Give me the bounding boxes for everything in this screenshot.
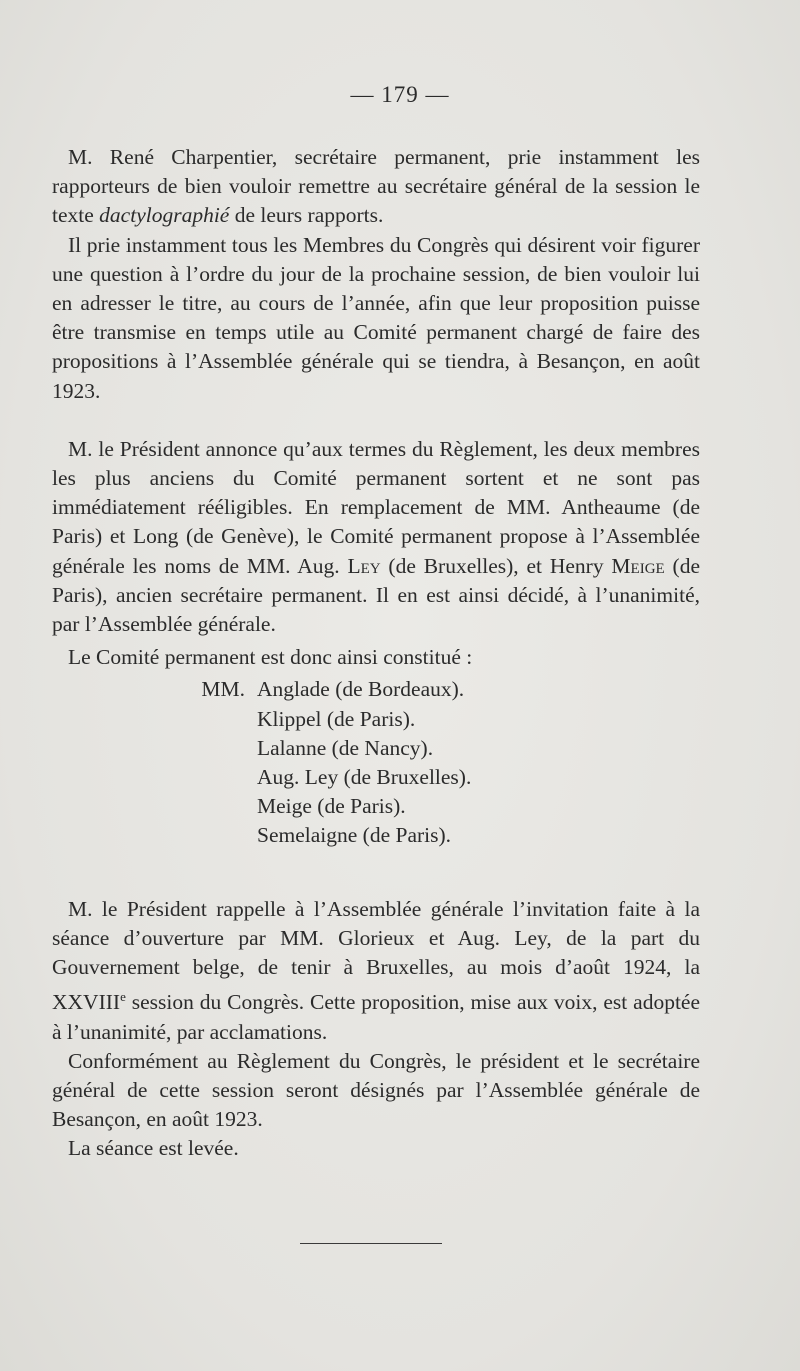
- committee-list: [52, 675, 700, 850]
- member-name: Semelaigne (de Paris).: [257, 823, 452, 848]
- p5-text-b: session du Congrès. Cette proposition, mise aux voix, est adoptée à l’unanimité, par acclamations.: [52, 990, 700, 1044]
- member-name: Klippel (de Paris).: [257, 706, 416, 731]
- body-text: [52, 143, 700, 1164]
- paragraph-membres: Il prie instamment tous les Membres du Congrès qui désirent voir figurer une question à l’ordre du jour de la prochaine session, de bien vouloir lui en adresser le titre, au cours de l’année, afin que leur proposition puisse être transmise en temps utile au Comité permanent chargé de faire des propositions à l’Assemblée générale qui se tiendra, à Besançon, en août 1923.: [52, 232, 700, 403]
- p3-text-a: M. le Président annonce qu’aux termes du Règlement, les deux membres les plus anciens du Comité permanent sortent et ne sont pas immédiatement rééligibles. En remplacement de MM. Antheaume (de Paris) et Long (de Genève), le Comité permanent propose à l’Assemblée générale les noms de MM. Aug.: [52, 436, 700, 578]
- paragraph-comite-constitue: Le Comité permanent est donc ainsi constitué :: [68, 645, 473, 670]
- p3-name-ley: Ley: [347, 553, 381, 578]
- p1-text-b: de leurs rapports.: [229, 203, 384, 228]
- p5-superscript: e: [120, 989, 126, 1005]
- list-item: [52, 675, 700, 704]
- list-item: [52, 734, 700, 763]
- member-name: Anglade (de Bordeaux).: [257, 677, 465, 702]
- paragraph-invitation: [52, 895, 700, 1047]
- p3-text-c: (de Paris), ancien secrétaire permanent. Il en est ainsi décidé, à l’unanimité, par l’Assemblée générale.: [52, 553, 700, 637]
- closing-rule: [300, 1243, 442, 1244]
- list-item: [52, 821, 700, 850]
- p3-text-b: (de Bruxelles), et Henry: [380, 553, 612, 578]
- list-item: [52, 792, 700, 821]
- page-number: — 179 —: [350, 82, 450, 107]
- p3-name-meige: Meige: [611, 553, 665, 578]
- paragraph-conformement: Conformément au Règlement du Congrès, le président et le secrétaire général de cette session seront désignés par l’Assemblée générale de Besançon, en août 1923.: [52, 1048, 700, 1132]
- committee-label: MM.: [201, 677, 245, 702]
- member-name: Lalanne (de Nancy).: [257, 735, 434, 760]
- list-item: [52, 763, 700, 792]
- member-name: Meige (de Paris).: [257, 794, 406, 819]
- list-item: [52, 705, 700, 734]
- paragraph-seance-levee: La séance est levée.: [68, 1136, 239, 1161]
- p1-text-a: M. René Charpentier, secrétaire permanent, prie instamment les rapporteurs de bien vouloir remettre au secrétaire général de la session le texte: [52, 145, 700, 228]
- paragraph-charpentier: [52, 143, 700, 231]
- p5-text-a: M. le Président rappelle à l’Assemblée générale l’invitation faite à la séance d’ouverture par MM. Glorieux et Aug. Ley, de la part du Gouvernement belge, de tenir à Bruxelles, au mois d’août 1924, la XXVIII: [52, 896, 700, 1015]
- p1-emphasis: dactylographié: [99, 203, 230, 228]
- member-name: Aug. Ley (de Bruxelles).: [257, 765, 472, 790]
- paragraph-president-annonce: [52, 435, 700, 639]
